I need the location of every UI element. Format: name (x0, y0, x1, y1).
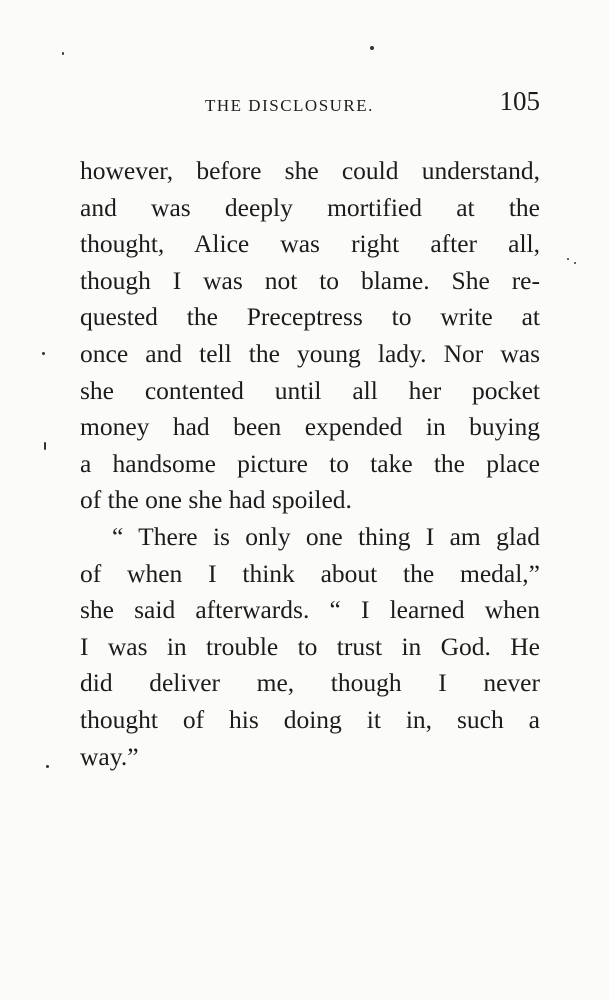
text-line: “ There is only one thing I am glad (112, 521, 540, 551)
text-line: money had been expended in buying (80, 412, 540, 442)
text-line: however, before she could understand, (80, 156, 540, 185)
text-line: once and tell the young lady. Nor was (80, 338, 540, 368)
body-text (80, 153, 540, 775)
text-line: I was in trouble to trust in God. He (80, 631, 540, 661)
text-line: thought of his doing it in, such a (80, 704, 540, 734)
scan-speck (567, 258, 569, 260)
text-line: a handsome picture to take the place (80, 448, 540, 478)
text-line: way.” (80, 741, 139, 771)
text-line: did deliver me, though I never (80, 668, 540, 698)
text-line: she said afterwards. “ I learned when (80, 595, 540, 625)
text-line: of the one she had spoiled. (80, 485, 352, 515)
page-header (80, 86, 540, 126)
scan-speck (44, 442, 46, 450)
text-line: and was deeply mortified at the (80, 192, 540, 222)
text-line: though I was not to blame. She re- (80, 265, 540, 295)
paragraph-2 (80, 519, 540, 775)
paragraph-1 (80, 153, 540, 519)
scan-speck (46, 765, 49, 768)
scan-speck (370, 46, 374, 50)
scan-speck (62, 52, 64, 55)
text-line: she contented until all her pocket (80, 375, 540, 405)
page-number: 105 (499, 86, 540, 116)
scan-speck (42, 352, 45, 355)
running-title: THE DISCLOSURE. (205, 96, 374, 115)
text-line: quested the Preceptress to write at (80, 302, 540, 332)
scan-speck (574, 262, 576, 264)
text-line: thought, Alice was right after all, (80, 229, 540, 259)
text-line: of when I think about the medal,” (80, 558, 540, 588)
